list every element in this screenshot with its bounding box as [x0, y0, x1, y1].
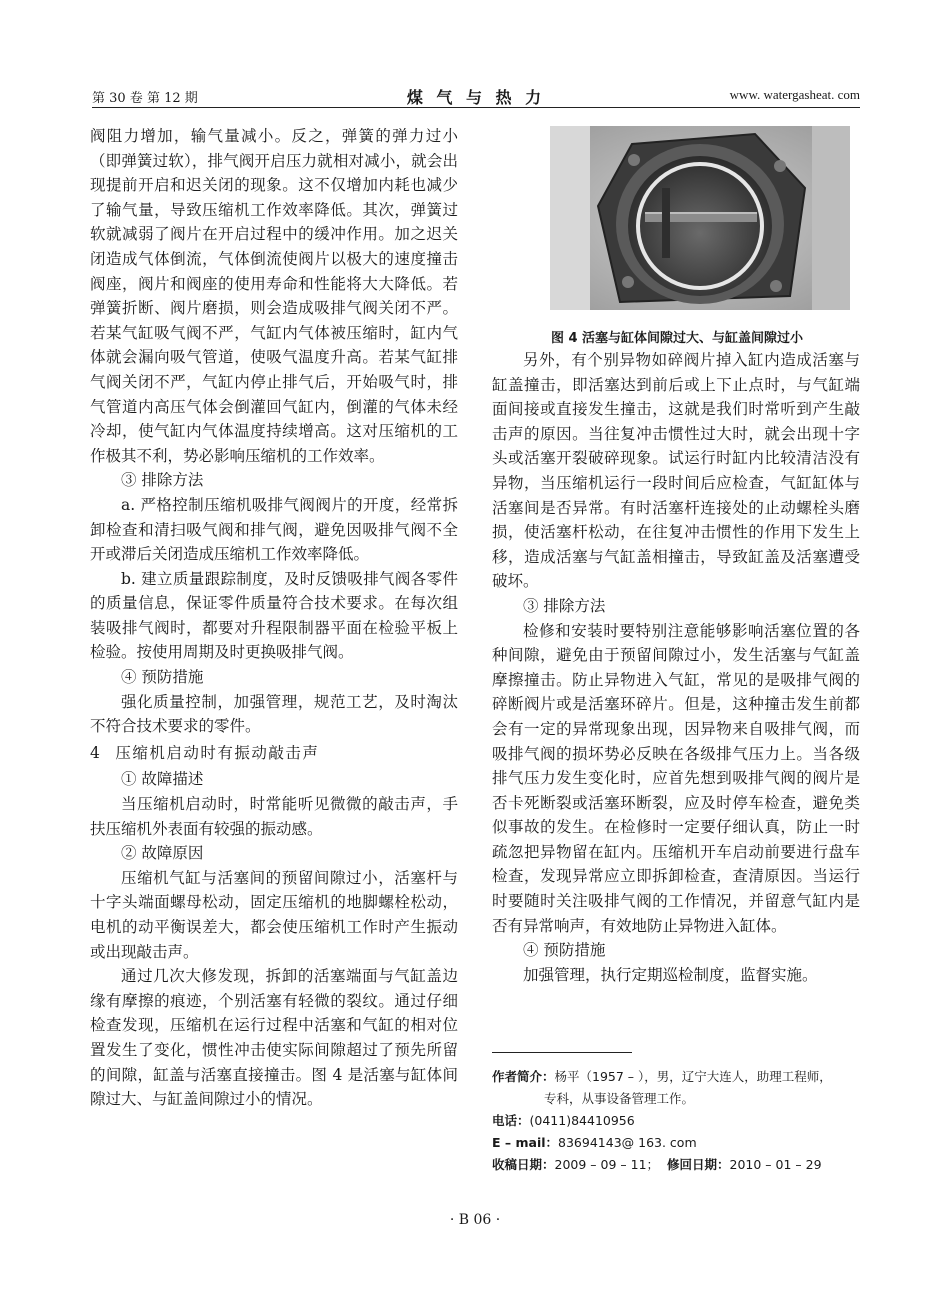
left-column	[90, 124, 458, 1112]
paragraph: 另外，有个别异物如碎阀片掉入缸内造成活塞与缸盖撞击，即活塞达到前后或上下止点时，与气缸端面间接或直接发生撞击，这就是我们时常听到产生敲击声的原因。当往复冲击惯性过大时，就会出现十字头或活塞开裂破碎现象。试运行时缸内比较清洁没有异物，当压缩机运行一段时间后应检查，气缸缸体与活塞间是否异常。有时活塞杆连接处的止动螺栓头磨损，使活塞杆松动，在往复冲击惯性的作用下发生上移，造成活塞与气缸盖相撞击，导致缸盖及活塞遭受破坏。	[492, 351, 860, 591]
author-line-2: 专科，从事设备管理工作。	[544, 1091, 695, 1106]
phone-line	[492, 1110, 864, 1132]
subheading-description: ① 故障描述	[121, 770, 204, 789]
paragraph: b. 建立质量跟踪制度，及时反馈吸排气阀各零件的质量信息，保证零件质量符合技术要求。在每次组装吸排气阀时，都要对升程限制器平面在检验平板上检验。按使用周期及时更换吸排气阀。	[90, 569, 458, 662]
paragraph: 检修和安装时要特别注意能够影响活塞位置的各种间隙，避免由于预留间隙过小，发生活塞与气缸盖摩擦撞击。防止异物进入气缸，常见的是吸排气阀的碎断阀片或是活塞环碎片。但是，这种撞击发生前都会有一定的异常现象出现，因异物来自吸排气阀，而吸排气阀的损坏势必反映在各级排气压力上。当各级排气压力发生变化时，应首先想到吸排气阀的阀片是否卡死断裂或活塞环断裂，应及时停车检查，避免类似事故的发生。在检修时一定要仔细认真，防止一时疏忽把异物留在缸内。压缩机开车启动前要进行盘车检查，发现异常应立即拆卸检查，查清原因。当运行时要随时关注吸排气阀的工作情况，并留意气缸内是否有异常响声，有效地防止异物进入缸体。	[492, 621, 860, 935]
cylinder-photo	[550, 126, 850, 310]
phone-label: 电话：	[492, 1113, 530, 1128]
journal-url[interactable]: www. watergasheat. com	[729, 87, 860, 102]
figure-caption: 图 4 活塞与缸体间隙过大、与缸盖间隙过小	[550, 331, 804, 346]
revised-label: 修回日期：	[667, 1157, 730, 1172]
subheading-prevention: ④ 预防措施	[121, 668, 204, 687]
subheading-cause: ② 故障原因	[121, 844, 204, 863]
author-label: 作者简介：	[492, 1069, 555, 1084]
paragraph: a. 严格控制压缩机吸排气阀阀片的开度，经常拆卸检查和清扫吸气阀和排气阀，避免因吸排气阀不全开或滞后关闭造成压缩机工作效率降低。	[90, 495, 458, 564]
subheading-remedy: ③ 排除方法	[121, 471, 204, 490]
paragraph: 加强管理，执行定期巡检制度，监督实施。	[523, 965, 818, 984]
dates-line	[492, 1154, 864, 1176]
page-number: · B 06 ·	[449, 1212, 501, 1228]
phone-number: (0411)84410956	[529, 1113, 635, 1128]
right-column	[492, 348, 860, 987]
email-line	[492, 1132, 864, 1154]
paragraph: 阀阻力增加，输气量减小。反之，弹簧的弹力过小（即弹簧过软），排气阀开启压力就相对减小，就会出现提前开启和迟关闭的现象。这不仅增加内耗也减少了输气量，导致压缩机工作效率降低。其次，弹簧过软就减弱了阀片在开启过程中的缓冲作用。加之迟关闭造成气体倒流，气体倒流使阀片以极大的速度撞击阀座，阀片和阀座的使用寿命和性能将大大降低。若弹簧折断、阀片磨损，则会造成吸排气阀关闭不严。若某气缸吸气阀不严，气缸内气体被压缩时，缸内气体就会漏向吸气管道，使吸气温度升高。若某气缸排气阀关闭不严，气缸内停止排气后，开始吸气时，排气管道内高压气体会倒灌回气缸内，倒灌的气体未经冷却，使气缸内气体温度持续增高。这对压缩机的工作极其不利，势必影响压缩机的工作效率。	[90, 127, 458, 465]
subheading-prevention: ④ 预防措施	[523, 941, 606, 960]
revised-date: 2010 – 01 – 29	[729, 1157, 822, 1172]
running-header	[92, 85, 860, 108]
subheading-remedy: ③ 排除方法	[523, 596, 606, 615]
section-title: 压缩机启动时有振动敲击声	[115, 743, 320, 762]
figure-4-photo	[550, 126, 850, 310]
author-line	[492, 1066, 864, 1088]
journal-title: 煤 气 与 热 力	[406, 88, 546, 107]
email-address[interactable]: 83694143@ 163. com	[558, 1135, 697, 1150]
author-bio	[492, 1066, 864, 1176]
volume-issue: 第 30 卷 第 12 期	[92, 91, 198, 106]
paragraph: 强化质量控制，加强管理，规范工艺，及时淘汰不符合技术要求的零件。	[90, 692, 458, 736]
received-date: 2009 – 09 – 11；	[554, 1157, 660, 1172]
received-label: 收稿日期：	[492, 1157, 555, 1172]
author-info: 杨平（1957 – ），男，辽宁大连人，助理工程师，	[554, 1069, 832, 1084]
email-label: E – mail：	[492, 1135, 559, 1150]
section-heading	[90, 741, 458, 766]
section-number: 4	[90, 743, 102, 762]
paragraph: 通过几次大修发现，拆卸的活塞端面与气缸盖边缘有摩擦的痕迹，个别活塞有轻微的裂纹。通过仔细检查发现，压缩机在运行过程中活塞和气缸的相对位置发生了变化，惯性冲击使实际间隙超过了预先所留的间隙，缸盖与活塞直接撞击。图 4 是活塞与缸体间隙过大、与缸盖间隙过小的情况。	[90, 967, 458, 1109]
paragraph: 压缩机气缸与活塞间的预留间隙过小，活塞杆与十字头端面螺母松动，固定压缩机的地脚螺栓松动，电机的动平衡误差大，都会使压缩机工作时产生振动或出现敲击声。	[90, 868, 458, 961]
footnote-rule	[492, 1052, 632, 1053]
paragraph: 当压缩机启动时，时常能听见微微的敲击声，手扶压缩机外表面有较强的振动感。	[90, 795, 458, 838]
